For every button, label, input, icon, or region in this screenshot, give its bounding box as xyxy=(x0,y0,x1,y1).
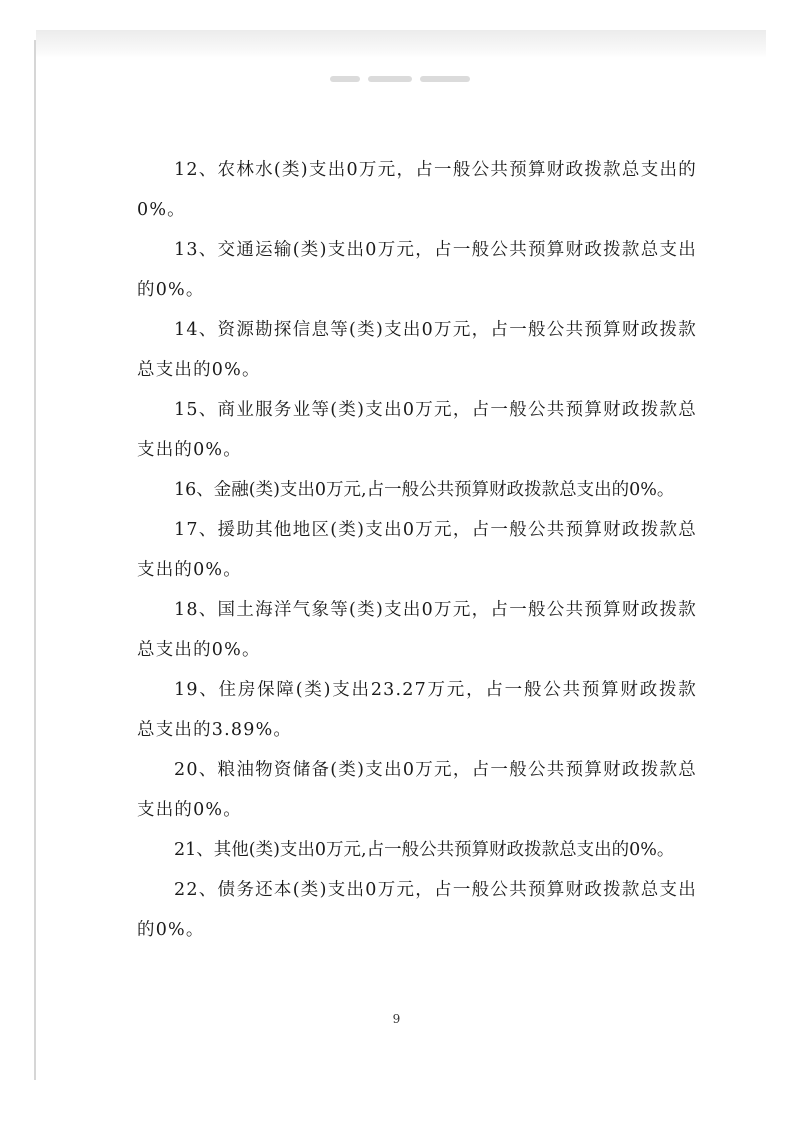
paragraph-item-21: 21、其他(类)支出0万元,占一般公共预算财政拨款总支出的0%。 xyxy=(174,840,675,860)
paragraph-item-13: 13、交通运输(类)支出0万元，占一般公共预算财政拨款总支出的0%。 xyxy=(137,240,697,300)
document-body xyxy=(137,150,697,950)
paragraph-item-18: 18、国土海洋气象等(类)支出0万元，占一般公共预算财政拨款总支出的0%。 xyxy=(137,600,697,660)
paragraph-item-15: 15、商业服务业等(类)支出0万元，占一般公共预算财政拨款总支出的0%。 xyxy=(137,400,697,460)
paragraph-item-14: 14、资源勘探信息等(类)支出0万元，占一般公共预算财政拨款总支出的0%。 xyxy=(137,320,697,380)
paragraph-item-19: 19、住房保障(类)支出23.27万元，占一般公共预算财政拨款总支出的3.89%。 xyxy=(137,680,697,740)
paragraph-item-20: 20、粮油物资储备(类)支出0万元，占一般公共预算财政拨款总支出的0%。 xyxy=(137,760,697,820)
page-edge-shadow xyxy=(34,40,36,1080)
paragraph-item-17: 17、援助其他地区(类)支出0万元，占一般公共预算财政拨款总支出的0%。 xyxy=(137,520,697,580)
bleed-through-header-mark xyxy=(330,76,490,90)
paragraph-item-12: 12、农林水(类)支出0万元，占一般公共预算财政拨款总支出的0%。 xyxy=(137,160,697,220)
page-number: 9 xyxy=(392,1012,401,1026)
scan-top-band xyxy=(36,30,766,58)
paragraph-item-16: 16、金融(类)支出0万元,占一般公共预算财政拨款总支出的0%。 xyxy=(174,480,675,500)
paragraph-item-22: 22、债务还本(类)支出0万元，占一般公共预算财政拨款总支出的0%。 xyxy=(137,880,697,940)
